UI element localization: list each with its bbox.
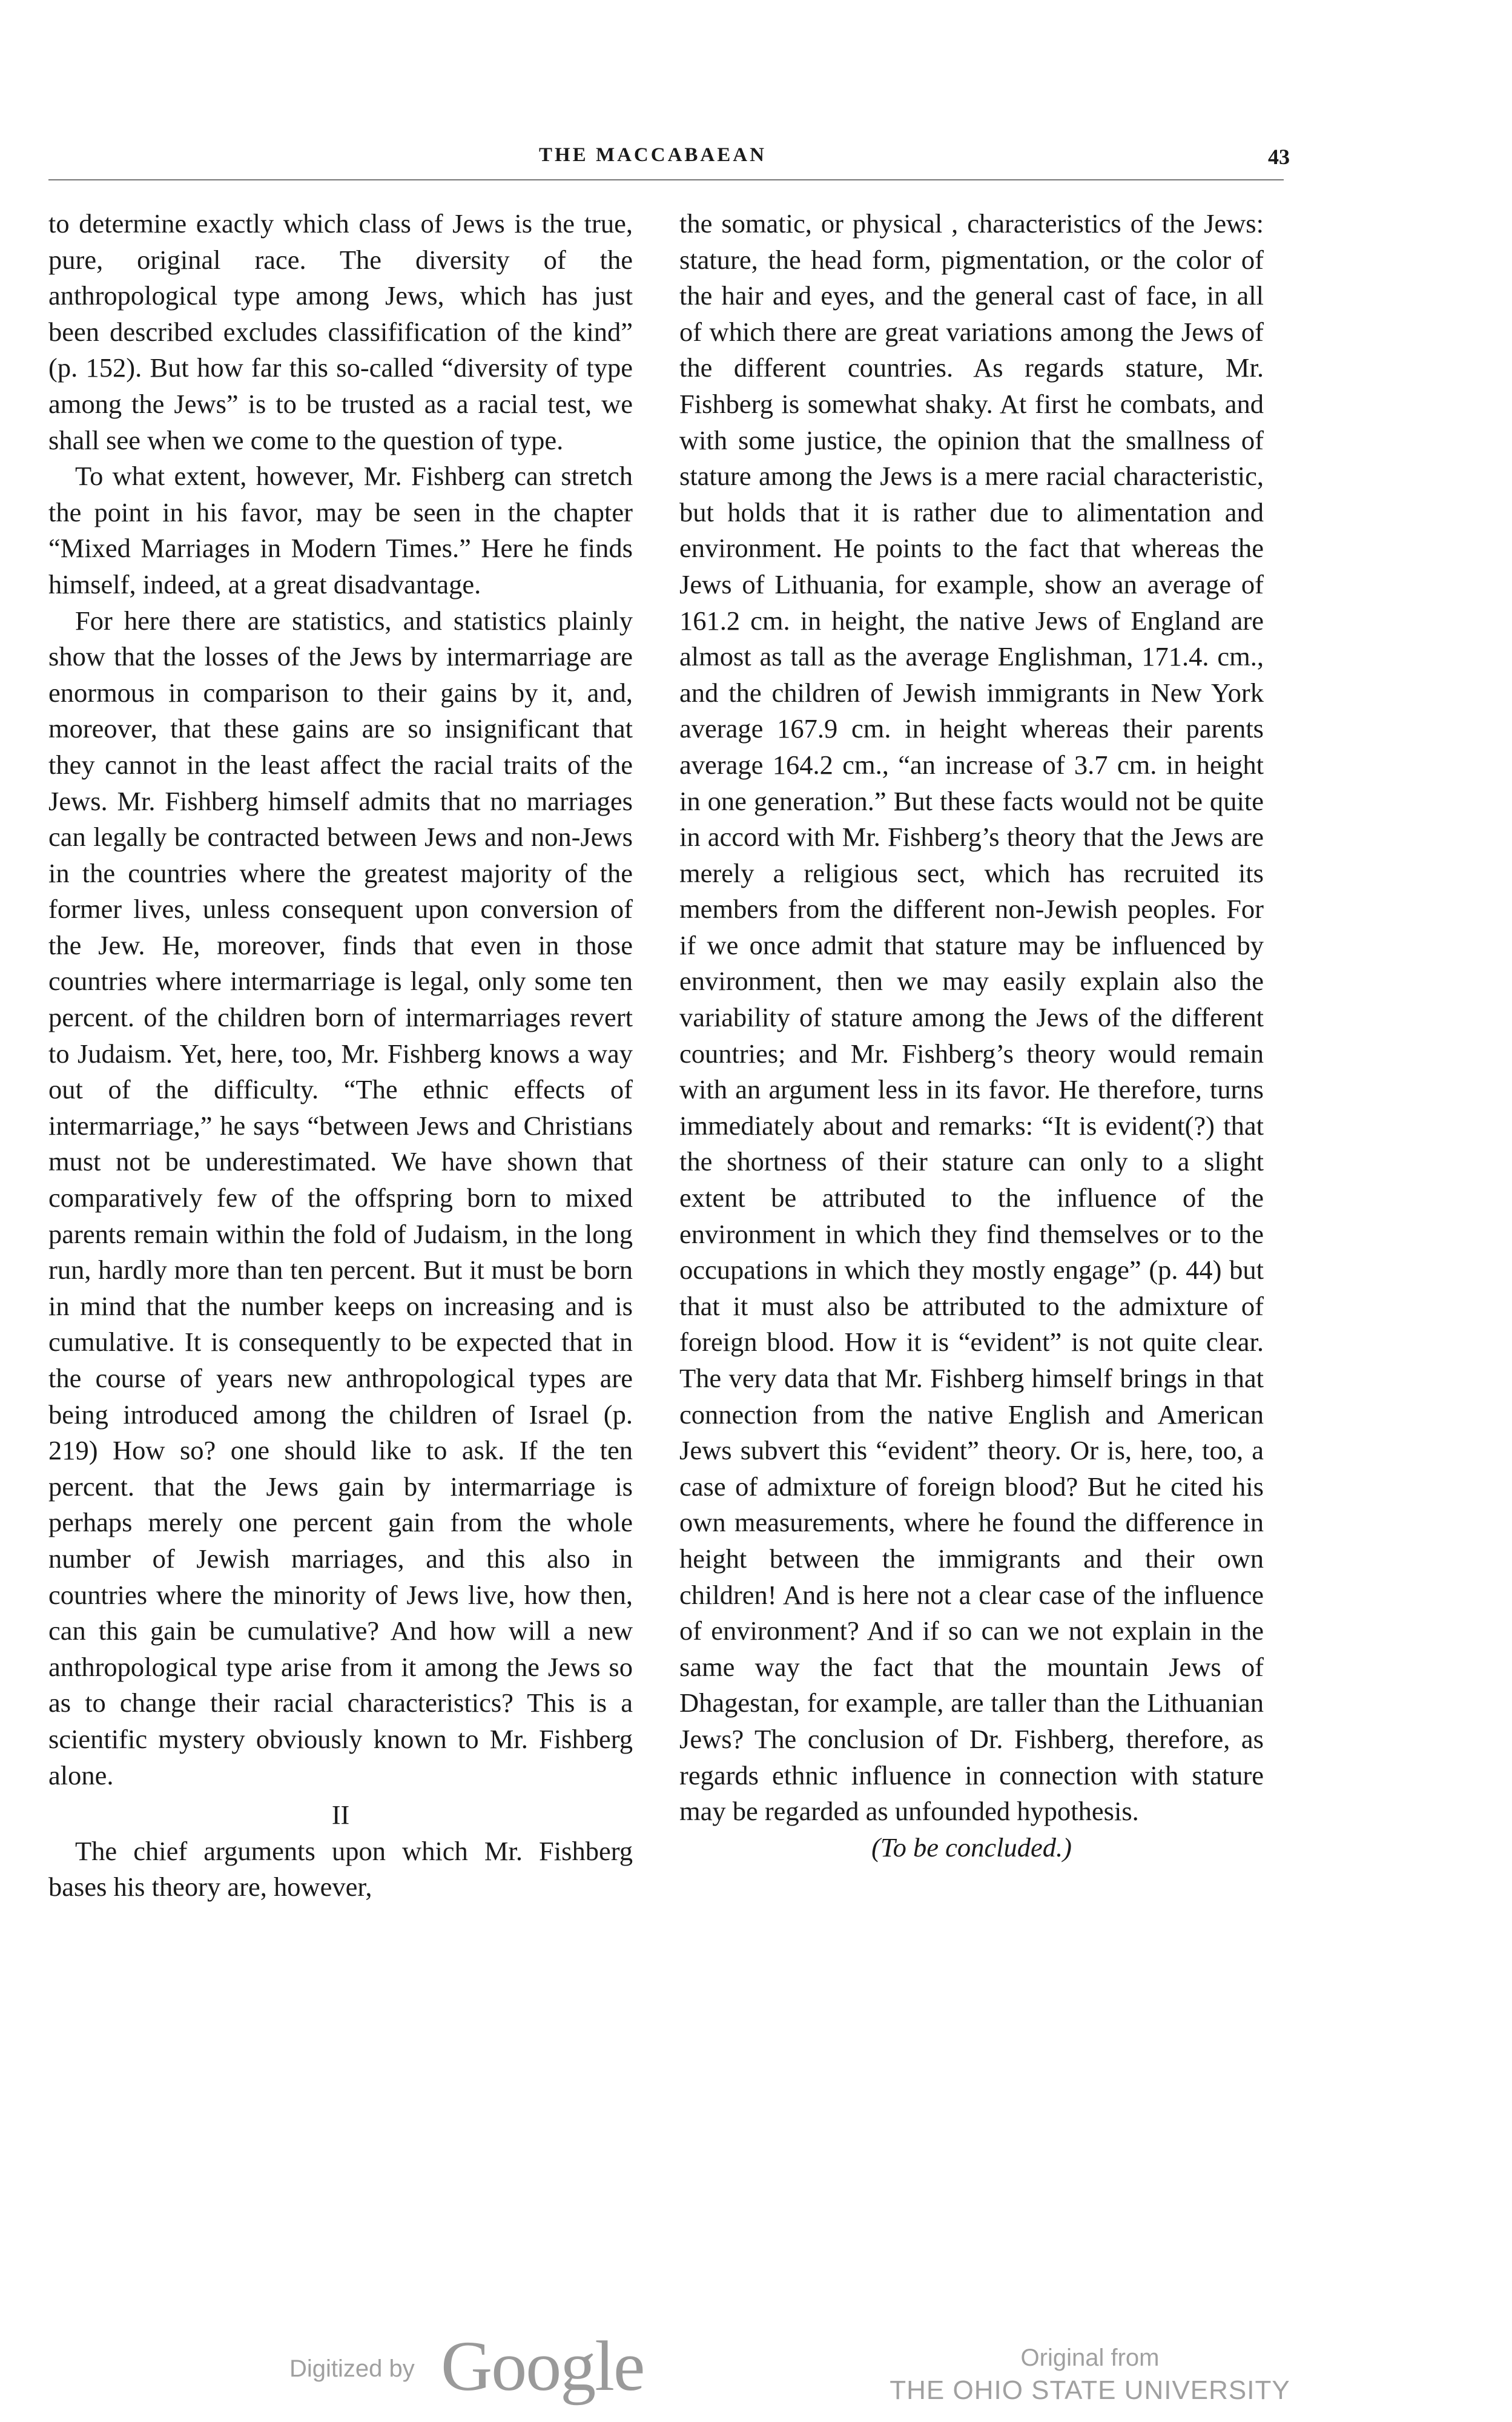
original-from-text: Original from — [1020, 2344, 1160, 2371]
paragraph: to determine exactly which class of Jews is the true, pure, original race. The diversity of the anthropological type among Jews, which has just been described excludes classifification of the kind” (p. 152). But how far this so-called “diversity of type among the Jews” is to be trusted as a racial test, we shall see when we come to the question of type. — [48, 208, 633, 455]
google-logo: Google — [441, 2326, 644, 2406]
paragraph: The chief arguments upon which Mr. Fishberg bases his theory are, however, — [48, 1835, 633, 1902]
running-head: THE MACCABAEAN — [539, 144, 767, 166]
page-number: 43 — [1268, 145, 1290, 169]
section-numeral: II — [331, 1800, 350, 1830]
page-header — [48, 144, 1290, 180]
right-column — [679, 206, 1264, 1866]
university-text: THE OHIO STATE UNIVERSITY — [890, 2375, 1290, 2405]
paragraph: the somatic, or physical , characteristics of the Jews: stature, the head form, pigmentation, or the color of the hair and eyes, and the general cast of face, in all of which there are great variations among the Jews of the different countries. As regards stature, Mr. Fishberg is somewhat shaky. At first he combats, and with some justice, the opinion that the smallness of stature among the Jews is a mere racial characteristic, but holds that it is rather due to alimentation and environment. He points to the fact that whereas the Jews of Lithuania, for example, show an average of 161.2 cm. in height, the native Jews of England are almost as tall as the average Englishman, 171.4. cm., and the children of Jewish immigrants in New York average 167.9 cm. in height whereas their parents average 164.2 cm., “an increase of 3.7 cm. in height in one generation.” But these facts would not be quite in accord with Mr. Fishberg’s theory that the Jews are merely a religious sect, which has recruited its members from the different non-Jewish peoples. For if we once admit that stature may be influenced by environment, then we may easily explain also the variability of stature among the Jews of the different countries; and Mr. Fishberg’s theory would remain with an argument less in its favor. He therefore, turns immediately about and remarks: “It is evident(?) that the shortness of their stature can only to a slight extent be attributed to the influence of the environment in which they find themselves or to the occupations in which they mostly engage” (p. 44) but that it must also be attributed to the admixture of foreign blood. How it is “evident” is not quite clear. The very data that Mr. Fishberg himself brings in that connection from the native English and American Jews subvert this “evident” theory. Or is, here, too, a case of admixture of foreign blood? But he cited his own measurements, where he found the difference in height between the immigrants and their own children! And is here not a clear case of the influence of environment? And if so can we not explain in the same way the fact that the mountain Jews of Dhagestan, for example, are taller than the Lithuanian Jews? The conclusion of Dr. Fishberg, therefore, as regards ethnic influence in connection with stature may be regarded as unfounded hypothesis. — [679, 208, 1264, 1827]
closing-note: (To be concluded.) — [871, 1832, 1072, 1863]
digitized-by-text: Digitized by — [289, 2355, 415, 2382]
header-rule — [48, 179, 1284, 180]
paragraph: To what extent, however, Mr. Fishberg can stretch the point in his favor, may be seen in the chapter “Mixed Marriages in Modern Times.” Here he finds himself, indeed, at a great disadvantage. — [48, 461, 633, 599]
source-watermark — [884, 2342, 1296, 2407]
left-column — [48, 206, 633, 1906]
paragraph: For here there are statistics, and statistics plainly show that the losses of the Jews by intermarriage are enormous in comparison to their gains by it, and, moreover, that these gains are so insignificant that they cannot in the least affect the racial traits of the Jews. Mr. Fishberg himself admits that no marriages can legally be contracted between Jews and non-Jews in the countries where the greatest majority of the former lives, unless consequent upon conversion of the Jew. He, moreover, finds that even in those countries where intermarriage is legal, only some ten percent. of the children born of intermarriages revert to Judaism. Yet, here, too, Mr. Fishberg knows a way out of the difficulty. “The ethnic effects of intermarriage,” he says “between Jews and Christians must not be underestimated. We have shown that comparatively few of the offspring born to mixed parents remain within the fold of Judaism, in the long run, hardly more than ten percent. But it must be born in mind that the number keeps on increasing and is cumulative. It is consequently to be expected that in the course of years new anthropological types are being introduced among the children of Israel (p. 219) How so? one should like to ask. If the ten percent. that the Jews gain by intermarriage is perhaps merely one percent gain from the whole number of Jewish marriages, and this also in countries where the minority of Jews live, how then, can this gain be cumulative? And how will a new anthropological type arise from it among the Jews so as to change their racial characteristics? This is a scientific mystery obviously known to Mr. Fishberg alone. — [48, 605, 633, 1790]
